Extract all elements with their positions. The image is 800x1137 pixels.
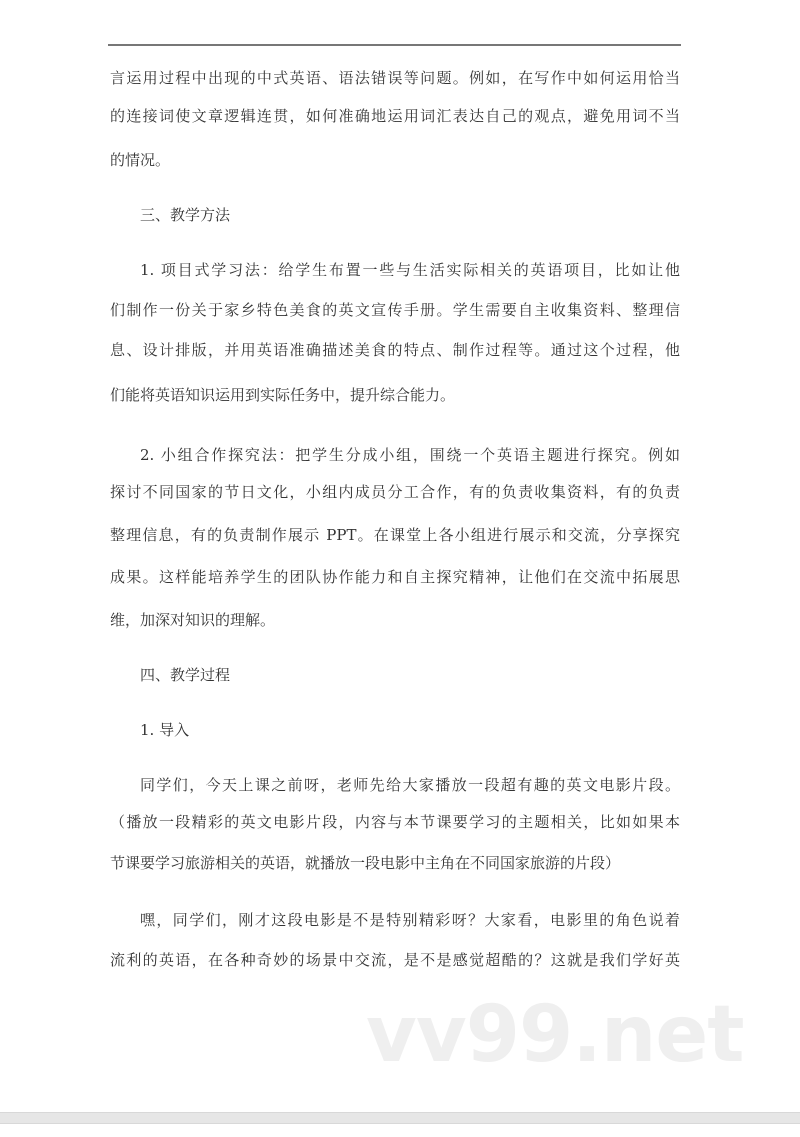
text-line: 2. 小组合作探究法：把学生分成小组，围绕一个英语主题进行探究。例如 [140, 446, 680, 464]
text-line: 们能将英语知识运用到实际任务中，提升综合能力。 [110, 386, 456, 404]
text-line: 1. 项目式学习法：给学生布置一些与生活实际相关的英语项目，比如让他 [140, 261, 680, 279]
text-line: 的情况。 [110, 151, 171, 169]
page-separator [0, 1112, 800, 1124]
text-line: 探讨不同国家的节日文化，小组内成员分工合作，有的负责收集资料，有的负责 [110, 483, 680, 501]
text-line: 流利的英语，在各种奇妙的场景中交流，是不是感觉超酷的？这就是我们学好英 [110, 951, 680, 969]
header-rule [108, 44, 681, 46]
section-heading: 三、教学方法 [140, 206, 231, 224]
watermark: vv99.net [366, 990, 744, 1080]
text-line: 成果。这样能培养学生的团队协作能力和自主探究精神，让他们在交流中拓展思 [110, 568, 680, 586]
text-line: 们制作一份关于家乡特色美食的英文宣传手册。学生需要自主收集资料、整理信 [110, 301, 680, 319]
text-line: 维，加深对知识的理解。 [110, 611, 276, 629]
text-line: 整理信息，有的负责制作展示 PPT。在课堂上各小组进行展示和交流，分享探究 [110, 526, 680, 544]
subsection-heading: 1. 导入 [140, 721, 190, 739]
section-heading: 四、教学过程 [140, 666, 231, 684]
text-line: 节课要学习旅游相关的英语，就播放一段电影中主角在不同国家旅游的片段） [110, 854, 621, 872]
text-line: 言运用过程中出现的中式英语、语法错误等问题。例如，在写作中如何运用恰当 [110, 69, 680, 87]
text-line: 的连接词使文章逻辑连贯，如何准确地运用词汇表达自己的观点，避免用词不当 [110, 107, 680, 125]
text-line: （播放一段精彩的英文电影片段，内容与本节课要学习的主题相关，比如如果本 [110, 813, 680, 831]
text-line: 息、设计排版，并用英语准确描述美食的特点、制作过程等。通过这个过程，他 [110, 341, 680, 359]
text-line: 同学们，今天上课之前呀，老师先给大家播放一段超有趣的英文电影片段。 [140, 776, 680, 794]
text-line: 嘿，同学们，刚才这段电影是不是特别精彩呀？大家看，电影里的角色说着 [140, 911, 680, 929]
